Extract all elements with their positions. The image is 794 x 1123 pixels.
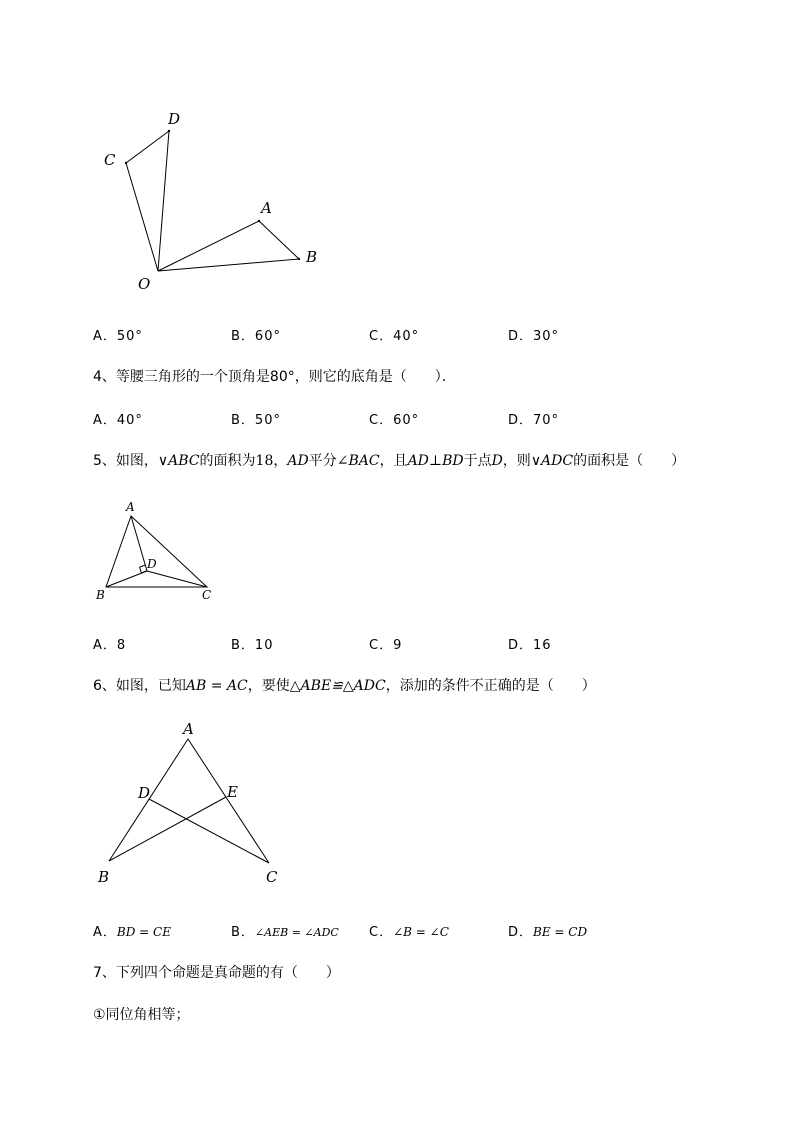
q6-segment-dc bbox=[149, 799, 269, 863]
q6-option-c-math: ∠B = ∠C bbox=[393, 925, 449, 939]
q6-figure bbox=[90, 718, 310, 893]
q6-text-3: ，添加的条件不正确的是（ ） bbox=[385, 678, 596, 694]
q6-math-ab-ac: AB = AC bbox=[185, 678, 248, 694]
q5-segment-ad bbox=[131, 516, 147, 571]
q6-option-b-math: ∠AEB = ∠ADC bbox=[254, 926, 339, 939]
q3-figure-oab bbox=[158, 221, 299, 271]
q5-math-abc: ∨ABC bbox=[157, 453, 200, 469]
q5-text-7: ，则 bbox=[502, 453, 531, 469]
q6-option-a-math: BD = CE bbox=[116, 925, 171, 939]
q6-option-b-prefix: B． bbox=[231, 925, 255, 940]
q5-math-d: D bbox=[491, 453, 503, 469]
q6-option-d-prefix: D． bbox=[508, 925, 534, 940]
q5-label-d: D bbox=[147, 557, 157, 571]
label-c: C bbox=[104, 151, 116, 169]
q6-option-d-math: BE = CD bbox=[533, 925, 588, 939]
label-a: A bbox=[261, 199, 272, 217]
label-b: B bbox=[306, 248, 318, 266]
q5-stem bbox=[93, 450, 685, 470]
q6-option-c bbox=[369, 921, 449, 940]
q6-text-2: ，要使 bbox=[247, 678, 290, 694]
q5-text-1: 5、如图， bbox=[93, 453, 158, 469]
q5-segment-bd bbox=[106, 571, 147, 587]
q6-option-c-prefix: C． bbox=[369, 925, 394, 940]
q5-label-c: C bbox=[202, 588, 212, 602]
q3-figure bbox=[95, 105, 335, 300]
q5-text-5: ，且 bbox=[379, 453, 408, 469]
q5-text-4: 平分 bbox=[308, 453, 337, 469]
q6-label-c: C bbox=[266, 868, 278, 886]
point-a bbox=[258, 220, 260, 222]
label-d: D bbox=[168, 110, 181, 128]
q6-label-a: A bbox=[183, 720, 194, 738]
q3-option-b: B．60° bbox=[231, 329, 281, 344]
q5-figure bbox=[90, 495, 230, 605]
q5-math-adc: ∨ADC bbox=[530, 453, 574, 469]
q5-text-8: 的面积是（ ） bbox=[573, 453, 686, 469]
q7-stem: 7、下列四个命题是真命题的有（ ） bbox=[93, 965, 340, 981]
q3-figure-cdo bbox=[126, 131, 169, 271]
q4-option-c: C．60° bbox=[369, 413, 420, 428]
q5-option-b: B．10 bbox=[231, 638, 274, 653]
q5-option-c: C．9 bbox=[369, 638, 403, 653]
q5-label-a: A bbox=[126, 500, 135, 514]
q5-option-a: A．8 bbox=[93, 638, 127, 653]
q3-option-d: D．30° bbox=[508, 329, 560, 344]
q6-option-a-prefix: A． bbox=[93, 925, 117, 940]
q6-text-1: 6、如图，已知 bbox=[93, 678, 186, 694]
q5-number-18: 18 bbox=[255, 453, 274, 469]
q6-label-d: D bbox=[138, 784, 151, 802]
q4-stem: 4、等腰三角形的一个顶角是80°，则它的底角是（ ）． bbox=[93, 369, 456, 385]
point-b bbox=[298, 258, 300, 260]
q6-option-d bbox=[508, 921, 587, 940]
q6-stem bbox=[93, 675, 596, 695]
q6-label-e: E bbox=[227, 783, 238, 801]
point-c bbox=[125, 162, 127, 164]
q5-option-d: D．16 bbox=[508, 638, 552, 653]
q6-option-b bbox=[231, 921, 339, 940]
q5-text-3: ， bbox=[273, 453, 288, 469]
q4-option-b: B．50° bbox=[231, 413, 281, 428]
label-o: O bbox=[138, 275, 151, 293]
q3-option-a: A．50° bbox=[93, 329, 143, 344]
q5-text-6: 于点 bbox=[463, 453, 492, 469]
q5-math-angle-bac: ∠BAC bbox=[336, 453, 380, 469]
q4-option-a: A．40° bbox=[93, 413, 143, 428]
q6-segment-be bbox=[109, 797, 226, 861]
q5-triangle-abc bbox=[106, 516, 207, 587]
q7-item-1: ①同位角相等； bbox=[93, 1007, 190, 1023]
q4-option-d: D．70° bbox=[508, 413, 560, 428]
q5-label-b: B bbox=[96, 588, 105, 602]
q6-sides-ab-ac bbox=[109, 739, 269, 863]
point-d bbox=[168, 130, 170, 132]
q5-text-2: 的面积为 bbox=[199, 453, 256, 469]
q6-option-a bbox=[93, 921, 171, 940]
q5-math-ad: AD bbox=[287, 453, 309, 469]
q5-math-perp: AD⊥BD bbox=[407, 453, 464, 469]
q6-math-congruent: △ABE≌△ADC bbox=[289, 678, 386, 694]
q6-label-b: B bbox=[98, 868, 110, 886]
q3-option-c: C．40° bbox=[369, 329, 420, 344]
